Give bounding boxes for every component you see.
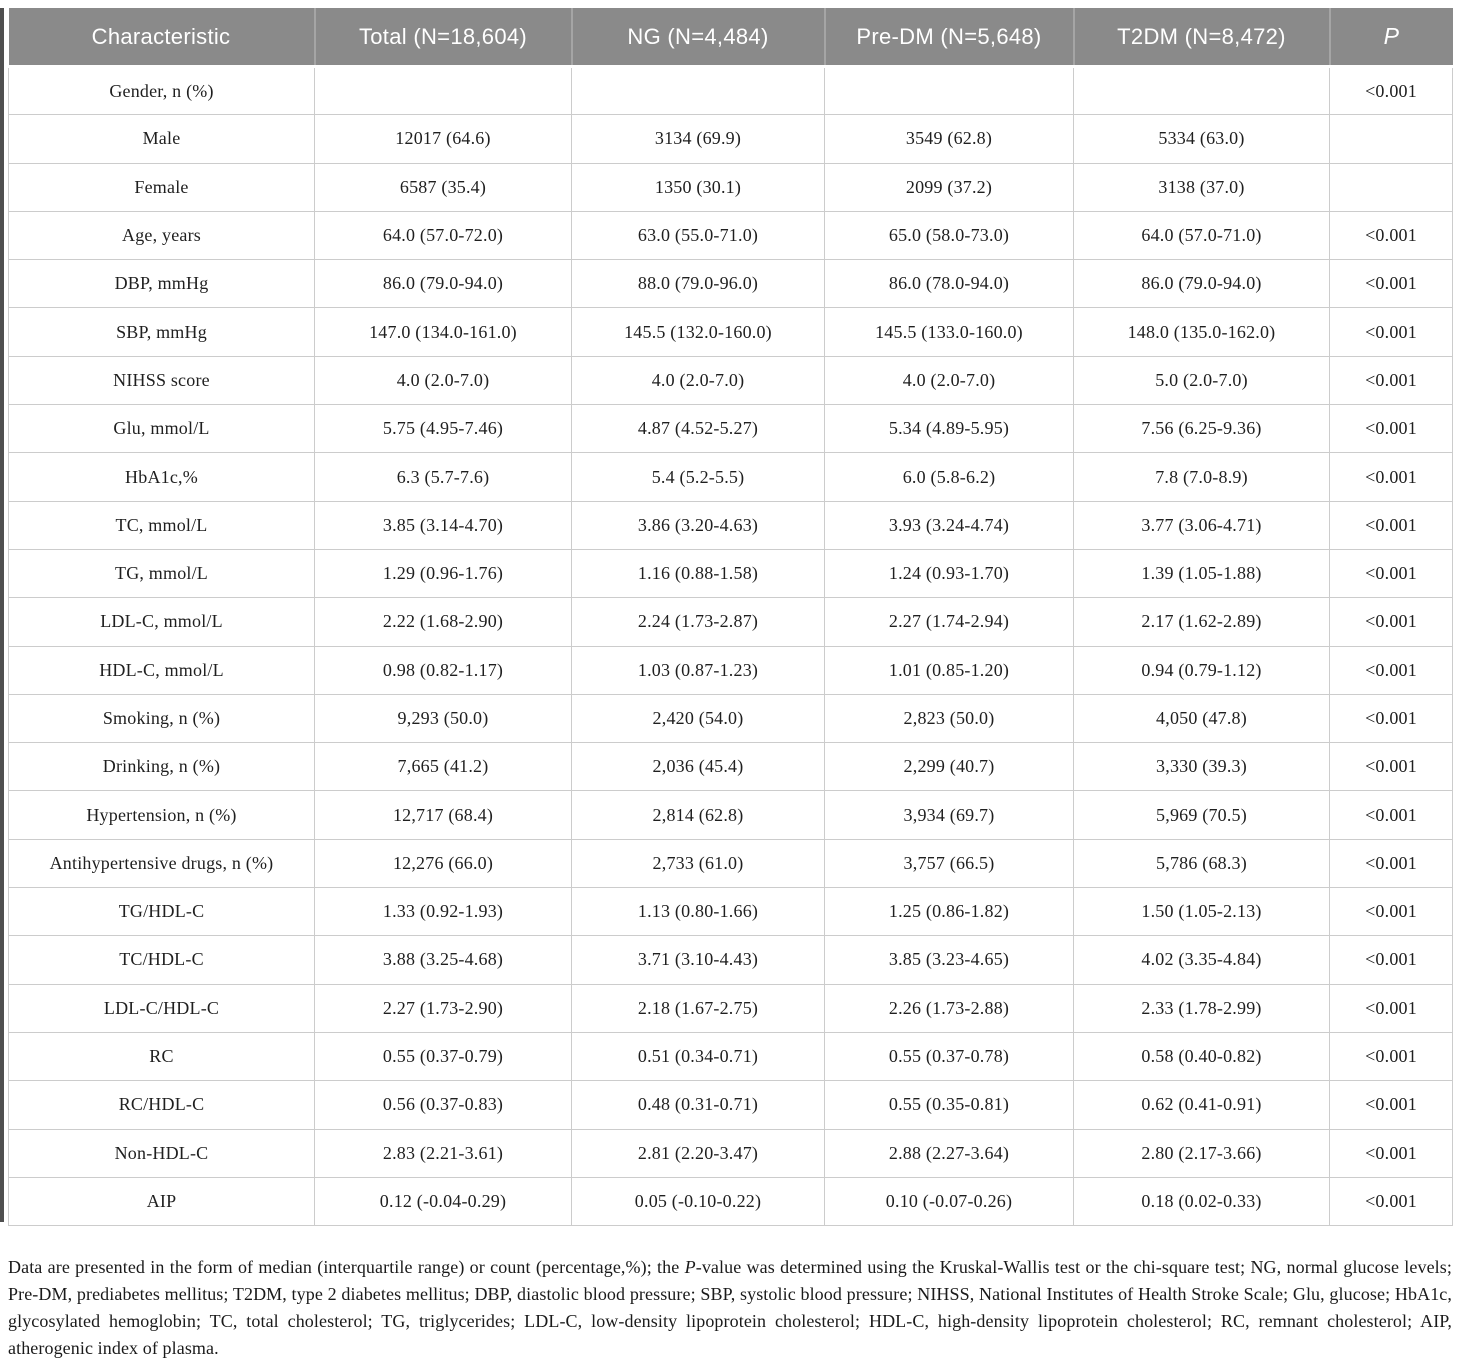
row-label-cell: Drinking, n (%) [9, 743, 315, 791]
row-label-cell: TC, mmol/L [9, 501, 315, 549]
value-cell-ng: 0.05 (-0.10-0.22) [572, 1177, 825, 1225]
p-value-cell: <0.001 [1330, 211, 1453, 259]
value-cell-ng: 88.0 (79.0-96.0) [572, 260, 825, 308]
table-row [9, 839, 1453, 887]
table-row [9, 1081, 1453, 1129]
value-cell-predm: 0.55 (0.37-0.78) [825, 1032, 1074, 1080]
row-label-cell: Glu, mmol/L [9, 405, 315, 453]
row-label-cell: RC [9, 1032, 315, 1080]
row-label-cell: Gender, n (%) [9, 67, 315, 115]
value-cell-total: 86.0 (79.0-94.0) [315, 260, 572, 308]
table-row [9, 694, 1453, 742]
value-cell-total: 0.56 (0.37-0.83) [315, 1081, 572, 1129]
value-cell-total: 0.98 (0.82-1.17) [315, 646, 572, 694]
p-value-cell: <0.001 [1330, 936, 1453, 984]
table-row [9, 984, 1453, 1032]
value-cell-total: 0.55 (0.37-0.79) [315, 1032, 572, 1080]
row-label-cell: LDL-C, mmol/L [9, 598, 315, 646]
table-row [9, 356, 1453, 404]
value-cell-ng: 0.51 (0.34-0.71) [572, 1032, 825, 1080]
table-row [9, 501, 1453, 549]
value-cell-predm: 2,823 (50.0) [825, 694, 1074, 742]
column-header-pvalue: P [1330, 8, 1453, 67]
p-value-cell: <0.001 [1330, 1032, 1453, 1080]
value-cell-ng: 3.71 (3.10-4.43) [572, 936, 825, 984]
value-cell-predm [825, 67, 1074, 115]
value-cell-ng: 4.0 (2.0-7.0) [572, 356, 825, 404]
footnote-text-before-p: Data are presented in the form of median (interquartile range) or count (percentage,%); the [8, 1257, 685, 1277]
value-cell-t2dm: 1.39 (1.05-1.88) [1074, 549, 1330, 597]
p-value-cell: <0.001 [1330, 598, 1453, 646]
value-cell-predm: 2.27 (1.74-2.94) [825, 598, 1074, 646]
p-value-cell: <0.001 [1330, 646, 1453, 694]
table-row [9, 211, 1453, 259]
p-value-cell: <0.001 [1330, 984, 1453, 1032]
value-cell-total: 12,276 (66.0) [315, 839, 572, 887]
value-cell-t2dm: 0.58 (0.40-0.82) [1074, 1032, 1330, 1080]
value-cell-total: 5.75 (4.95-7.46) [315, 405, 572, 453]
column-header-ng: NG (N=4,484) [572, 8, 825, 67]
p-value-cell: <0.001 [1330, 405, 1453, 453]
value-cell-total: 2.22 (1.68-2.90) [315, 598, 572, 646]
table-row [9, 453, 1453, 501]
value-cell-t2dm: 64.0 (57.0-71.0) [1074, 211, 1330, 259]
table-row [9, 163, 1453, 211]
table-row [9, 791, 1453, 839]
row-label-cell: Age, years [9, 211, 315, 259]
row-label-cell: Female [9, 163, 315, 211]
value-cell-ng: 1.13 (0.80-1.66) [572, 888, 825, 936]
value-cell-predm: 1.25 (0.86-1.82) [825, 888, 1074, 936]
value-cell-ng: 2,036 (45.4) [572, 743, 825, 791]
value-cell-total: 3.85 (3.14-4.70) [315, 501, 572, 549]
value-cell-predm: 1.24 (0.93-1.70) [825, 549, 1074, 597]
row-label-cell: Smoking, n (%) [9, 694, 315, 742]
value-cell-t2dm: 5.0 (2.0-7.0) [1074, 356, 1330, 404]
value-cell-t2dm: 86.0 (79.0-94.0) [1074, 260, 1330, 308]
value-cell-predm: 1.01 (0.85-1.20) [825, 646, 1074, 694]
row-label-cell: AIP [9, 1177, 315, 1225]
value-cell-t2dm [1074, 67, 1330, 115]
value-cell-ng: 3134 (69.9) [572, 115, 825, 163]
p-value-cell: <0.001 [1330, 1129, 1453, 1177]
column-header-predm: Pre-DM (N=5,648) [825, 8, 1074, 67]
value-cell-ng: 2,814 (62.8) [572, 791, 825, 839]
value-cell-t2dm: 2.17 (1.62-2.89) [1074, 598, 1330, 646]
value-cell-total: 0.12 (-0.04-0.29) [315, 1177, 572, 1225]
value-cell-ng [572, 67, 825, 115]
value-cell-predm: 2.88 (2.27-3.64) [825, 1129, 1074, 1177]
value-cell-predm: 86.0 (78.0-94.0) [825, 260, 1074, 308]
value-cell-t2dm: 3,330 (39.3) [1074, 743, 1330, 791]
p-value-cell: <0.001 [1330, 1177, 1453, 1225]
table-row [9, 1177, 1453, 1225]
page-edge-strip [0, 8, 4, 1222]
value-cell-ng: 63.0 (55.0-71.0) [572, 211, 825, 259]
value-cell-t2dm: 7.8 (7.0-8.9) [1074, 453, 1330, 501]
p-value-cell: <0.001 [1330, 549, 1453, 597]
value-cell-predm: 2099 (37.2) [825, 163, 1074, 211]
row-label-cell: LDL-C/HDL-C [9, 984, 315, 1032]
p-value-cell: <0.001 [1330, 839, 1453, 887]
value-cell-total [315, 67, 572, 115]
value-cell-t2dm: 5,969 (70.5) [1074, 791, 1330, 839]
table-row [9, 598, 1453, 646]
value-cell-ng: 3.86 (3.20-4.63) [572, 501, 825, 549]
table-row [9, 549, 1453, 597]
value-cell-t2dm: 3138 (37.0) [1074, 163, 1330, 211]
value-cell-total: 6587 (35.4) [315, 163, 572, 211]
table-row [9, 646, 1453, 694]
value-cell-t2dm: 7.56 (6.25-9.36) [1074, 405, 1330, 453]
value-cell-ng: 2.81 (2.20-3.47) [572, 1129, 825, 1177]
row-label-cell: TG/HDL-C [9, 888, 315, 936]
value-cell-predm: 6.0 (5.8-6.2) [825, 453, 1074, 501]
value-cell-t2dm: 1.50 (1.05-2.13) [1074, 888, 1330, 936]
value-cell-total: 1.33 (0.92-1.93) [315, 888, 572, 936]
p-value-cell: <0.001 [1330, 501, 1453, 549]
row-label-cell: TC/HDL-C [9, 936, 315, 984]
p-value-cell: <0.001 [1330, 888, 1453, 936]
value-cell-ng: 145.5 (132.0-160.0) [572, 308, 825, 356]
value-cell-predm: 3,934 (69.7) [825, 791, 1074, 839]
value-cell-total: 147.0 (134.0-161.0) [315, 308, 572, 356]
p-value-cell: <0.001 [1330, 453, 1453, 501]
p-value-cell [1330, 163, 1453, 211]
header-row [9, 8, 1453, 67]
row-label-cell: HDL-C, mmol/L [9, 646, 315, 694]
row-label-cell: TG, mmol/L [9, 549, 315, 597]
value-cell-t2dm: 0.94 (0.79-1.12) [1074, 646, 1330, 694]
value-cell-predm: 3.93 (3.24-4.74) [825, 501, 1074, 549]
p-value-cell: <0.001 [1330, 260, 1453, 308]
table-row [9, 115, 1453, 163]
value-cell-total: 64.0 (57.0-72.0) [315, 211, 572, 259]
row-label-cell: Hypertension, n (%) [9, 791, 315, 839]
row-label-cell: RC/HDL-C [9, 1081, 315, 1129]
value-cell-t2dm: 3.77 (3.06-4.71) [1074, 501, 1330, 549]
value-cell-total: 3.88 (3.25-4.68) [315, 936, 572, 984]
value-cell-t2dm: 2.80 (2.17-3.66) [1074, 1129, 1330, 1177]
value-cell-t2dm: 2.33 (1.78-2.99) [1074, 984, 1330, 1032]
value-cell-t2dm: 5,786 (68.3) [1074, 839, 1330, 887]
table-row [9, 888, 1453, 936]
table-row [9, 1129, 1453, 1177]
value-cell-total: 6.3 (5.7-7.6) [315, 453, 572, 501]
value-cell-predm: 145.5 (133.0-160.0) [825, 308, 1074, 356]
value-cell-ng: 1350 (30.1) [572, 163, 825, 211]
row-label-cell: Male [9, 115, 315, 163]
value-cell-total: 1.29 (0.96-1.76) [315, 549, 572, 597]
value-cell-predm: 4.0 (2.0-7.0) [825, 356, 1074, 404]
value-cell-t2dm: 4.02 (3.35-4.84) [1074, 936, 1330, 984]
baseline-characteristics-table [8, 8, 1453, 1226]
value-cell-t2dm: 5334 (63.0) [1074, 115, 1330, 163]
row-label-cell: SBP, mmHg [9, 308, 315, 356]
p-value-cell: <0.001 [1330, 791, 1453, 839]
value-cell-total: 4.0 (2.0-7.0) [315, 356, 572, 404]
table-row [9, 308, 1453, 356]
table-row [9, 260, 1453, 308]
row-label-cell: HbA1c,% [9, 453, 315, 501]
p-value-cell: <0.001 [1330, 1081, 1453, 1129]
value-cell-t2dm: 0.62 (0.41-0.91) [1074, 1081, 1330, 1129]
value-cell-predm: 0.10 (-0.07-0.26) [825, 1177, 1074, 1225]
p-value-cell [1330, 115, 1453, 163]
value-cell-predm: 5.34 (4.89-5.95) [825, 405, 1074, 453]
value-cell-total: 12,717 (68.4) [315, 791, 572, 839]
footnote-text-after-p: -value was determined using the Kruskal-Wallis test or the chi-square test; NG, normal glucose levels; Pre-DM, prediabetes mellitus; T2DM, type 2 diabetes mellitus; DBP, diastolic blood pressure; SBP, systolic blood pressure; NIHSS, National Institutes of Health Stroke Scale; Glu, glucose; HbA1c, glycosylated hemoglobin; TC, total cholesterol; TG, triglycerides; LDL-C, low-density lipoprotein cholesterol; HDL-C, high-density lipoprotein cholesterol; RC, remnant cholesterol; AIP, atherogenic index of plasma. [8, 1257, 1452, 1358]
table-row [9, 1032, 1453, 1080]
p-value-cell: <0.001 [1330, 308, 1453, 356]
value-cell-predm: 3549 (62.8) [825, 115, 1074, 163]
value-cell-ng: 1.16 (0.88-1.58) [572, 549, 825, 597]
value-cell-t2dm: 148.0 (135.0-162.0) [1074, 308, 1330, 356]
value-cell-ng: 4.87 (4.52-5.27) [572, 405, 825, 453]
value-cell-predm: 2.26 (1.73-2.88) [825, 984, 1074, 1032]
value-cell-ng: 1.03 (0.87-1.23) [572, 646, 825, 694]
value-cell-total: 2.27 (1.73-2.90) [315, 984, 572, 1032]
value-cell-predm: 2,299 (40.7) [825, 743, 1074, 791]
value-cell-predm: 65.0 (58.0-73.0) [825, 211, 1074, 259]
table-row [9, 67, 1453, 115]
row-label-cell: DBP, mmHg [9, 260, 315, 308]
table-row [9, 936, 1453, 984]
table-body [9, 67, 1453, 1226]
table-footnote [8, 1254, 1452, 1362]
p-value-cell: <0.001 [1330, 694, 1453, 742]
value-cell-ng: 0.48 (0.31-0.71) [572, 1081, 825, 1129]
table-row [9, 405, 1453, 453]
value-cell-t2dm: 0.18 (0.02-0.33) [1074, 1177, 1330, 1225]
row-label-cell: Antihypertensive drugs, n (%) [9, 839, 315, 887]
p-value-cell: <0.001 [1330, 743, 1453, 791]
value-cell-total: 9,293 (50.0) [315, 694, 572, 742]
value-cell-predm: 0.55 (0.35-0.81) [825, 1081, 1074, 1129]
row-label-cell: NIHSS score [9, 356, 315, 404]
value-cell-t2dm: 4,050 (47.8) [1074, 694, 1330, 742]
row-label-cell: Non-HDL-C [9, 1129, 315, 1177]
value-cell-predm: 3,757 (66.5) [825, 839, 1074, 887]
p-value-cell: <0.001 [1330, 67, 1453, 115]
value-cell-total: 12017 (64.6) [315, 115, 572, 163]
value-cell-predm: 3.85 (3.23-4.65) [825, 936, 1074, 984]
footnote-p-symbol: P [684, 1257, 696, 1277]
p-value-cell: <0.001 [1330, 356, 1453, 404]
table-header [9, 8, 1453, 67]
value-cell-ng: 5.4 (5.2-5.5) [572, 453, 825, 501]
table-row [9, 743, 1453, 791]
value-cell-total: 2.83 (2.21-3.61) [315, 1129, 572, 1177]
value-cell-ng: 2,420 (54.0) [572, 694, 825, 742]
value-cell-total: 7,665 (41.2) [315, 743, 572, 791]
value-cell-ng: 2.18 (1.67-2.75) [572, 984, 825, 1032]
value-cell-ng: 2,733 (61.0) [572, 839, 825, 887]
value-cell-ng: 2.24 (1.73-2.87) [572, 598, 825, 646]
column-header-t2dm: T2DM (N=8,472) [1074, 8, 1330, 67]
column-header-total: Total (N=18,604) [315, 8, 572, 67]
baseline-characteristics-table-container [8, 8, 1452, 1226]
column-header-characteristic: Characteristic [9, 8, 315, 67]
